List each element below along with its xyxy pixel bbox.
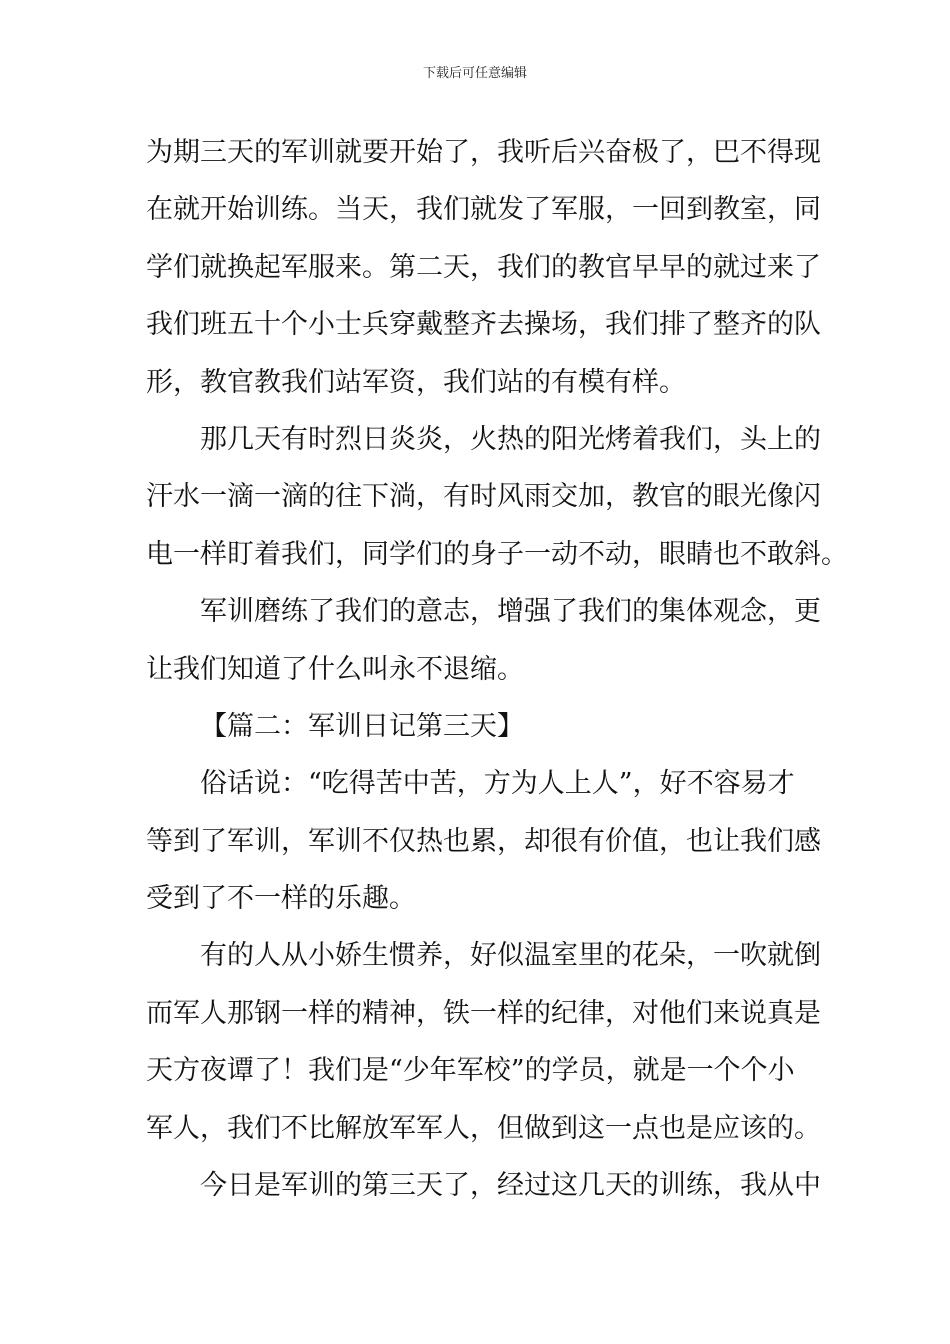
paragraph-start-line: 今日是军训的第三天了，经过这几天的训练，我从中 [200, 1170, 821, 1202]
section-heading: 【篇二：军训日记第三天】 [200, 710, 524, 742]
text-line: 而军人那钢一样的精神，铁一样的纪律，对他们来说真是 [146, 997, 821, 1029]
page-header: 下载后可任意编辑 [422, 66, 527, 81]
paragraph-start-line: 那几天有时烈日炎炎，火热的阳光烤着我们，头上的 [200, 423, 821, 455]
text-line: 电一样盯着我们，同学们的身子一动不动，眼睛也不敢斜。 [146, 538, 848, 570]
text-line: 天方夜谭了！我们是“少年军校”的学员，就是一个个小 [146, 1055, 795, 1087]
text-line: 军人，我们不比解放军军人，但做到这一点也是应该的。 [146, 1112, 821, 1144]
paragraph-start-line: 有的人从小娇生惯养，好似温室里的花朵，一吹就倒 [200, 940, 821, 972]
text-line: 在就开始训练。当天，我们就发了军服，一回到教室，同 [146, 194, 821, 226]
document-body [146, 124, 848, 1214]
paragraph-start-line: 俗话说：“吃得苦中苦，方为人上人”，好不容易才 [200, 768, 795, 800]
text-line: 让我们知道了什么叫永不退缩。 [146, 653, 524, 685]
text-line: 等到了军训，军训不仅热也累，却很有价值，也让我们感 [146, 825, 821, 857]
text-line: 为期三天的军训就要开始了，我听后兴奋极了，巴不得现 [146, 137, 821, 168]
text-line: 受到了不一样的乐趣。 [146, 883, 416, 915]
text-line: 学们就换起军服来。第二天，我们的教官早早的就过来了 [146, 251, 821, 283]
paragraph-start-line: 军训磨练了我们的意志，增强了我们的集体观念，更 [200, 596, 821, 628]
text-line: 汗水一滴一滴的往下淌，有时风雨交加，教官的眼光像闪 [146, 481, 821, 513]
text-line: 形，教官教我们站军资，我们站的有模有样。 [146, 366, 686, 398]
text-line: 我们班五十个小士兵穿戴整齐去操场，我们排了整齐的队 [146, 309, 821, 341]
